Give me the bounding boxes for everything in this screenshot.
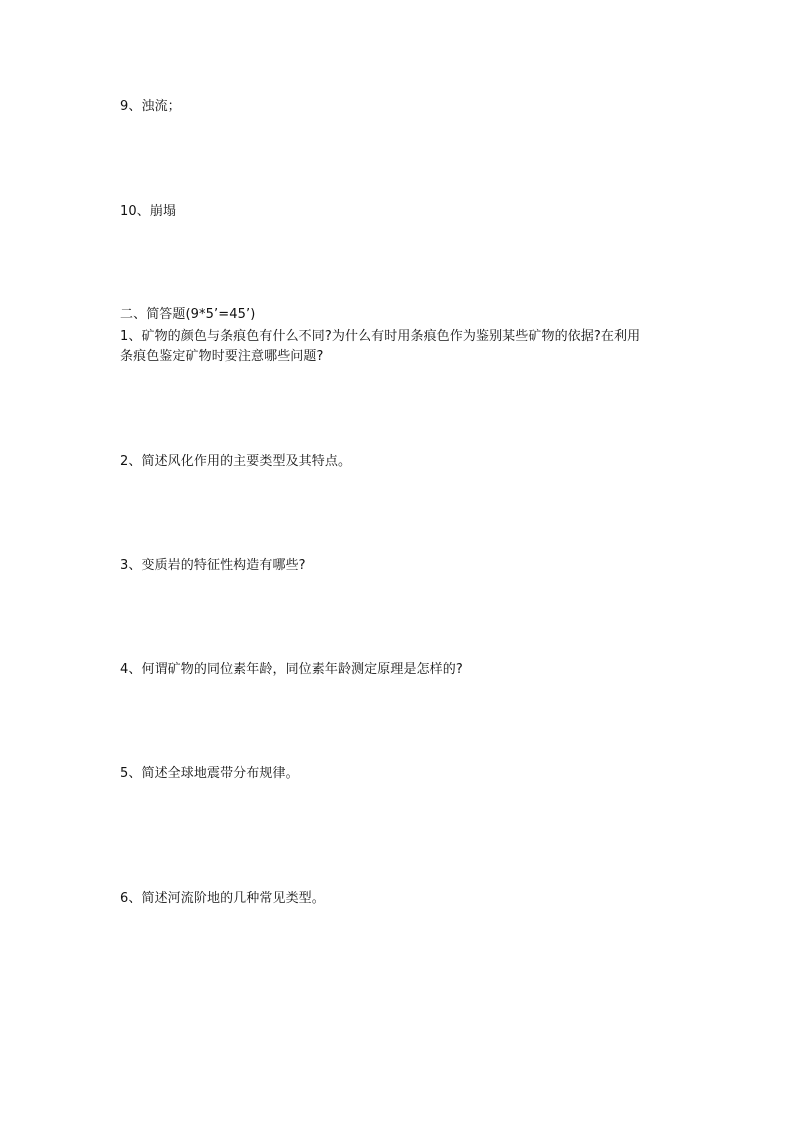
- question-4: 4、何谓矿物的同位素年龄，同位素年龄测定原理是怎样的?: [120, 662, 463, 677]
- question-5: 5、简述全球地震带分布规律。: [120, 766, 299, 781]
- question-6: 6、简述河流阶地的几种常见类型。: [120, 891, 325, 906]
- term-9: 9、浊流；: [120, 99, 181, 114]
- section-heading: 二、简答题(9*5’=45’): [120, 307, 256, 322]
- question-2: 2、简述风化作用的主要类型及其特点。: [120, 454, 352, 469]
- term-10: 10、崩塌: [120, 204, 177, 219]
- question-1-line-2: 条痕色鉴定矿物时要注意哪些问题?: [120, 349, 324, 364]
- question-1-line-1: 1、矿物的颜色与条痕色有什么不同?为什么有时用条痕色作为鉴别某些矿物的依据?在利用: [120, 329, 641, 344]
- question-3: 3、变质岩的特征性构造有哪些?: [120, 558, 306, 573]
